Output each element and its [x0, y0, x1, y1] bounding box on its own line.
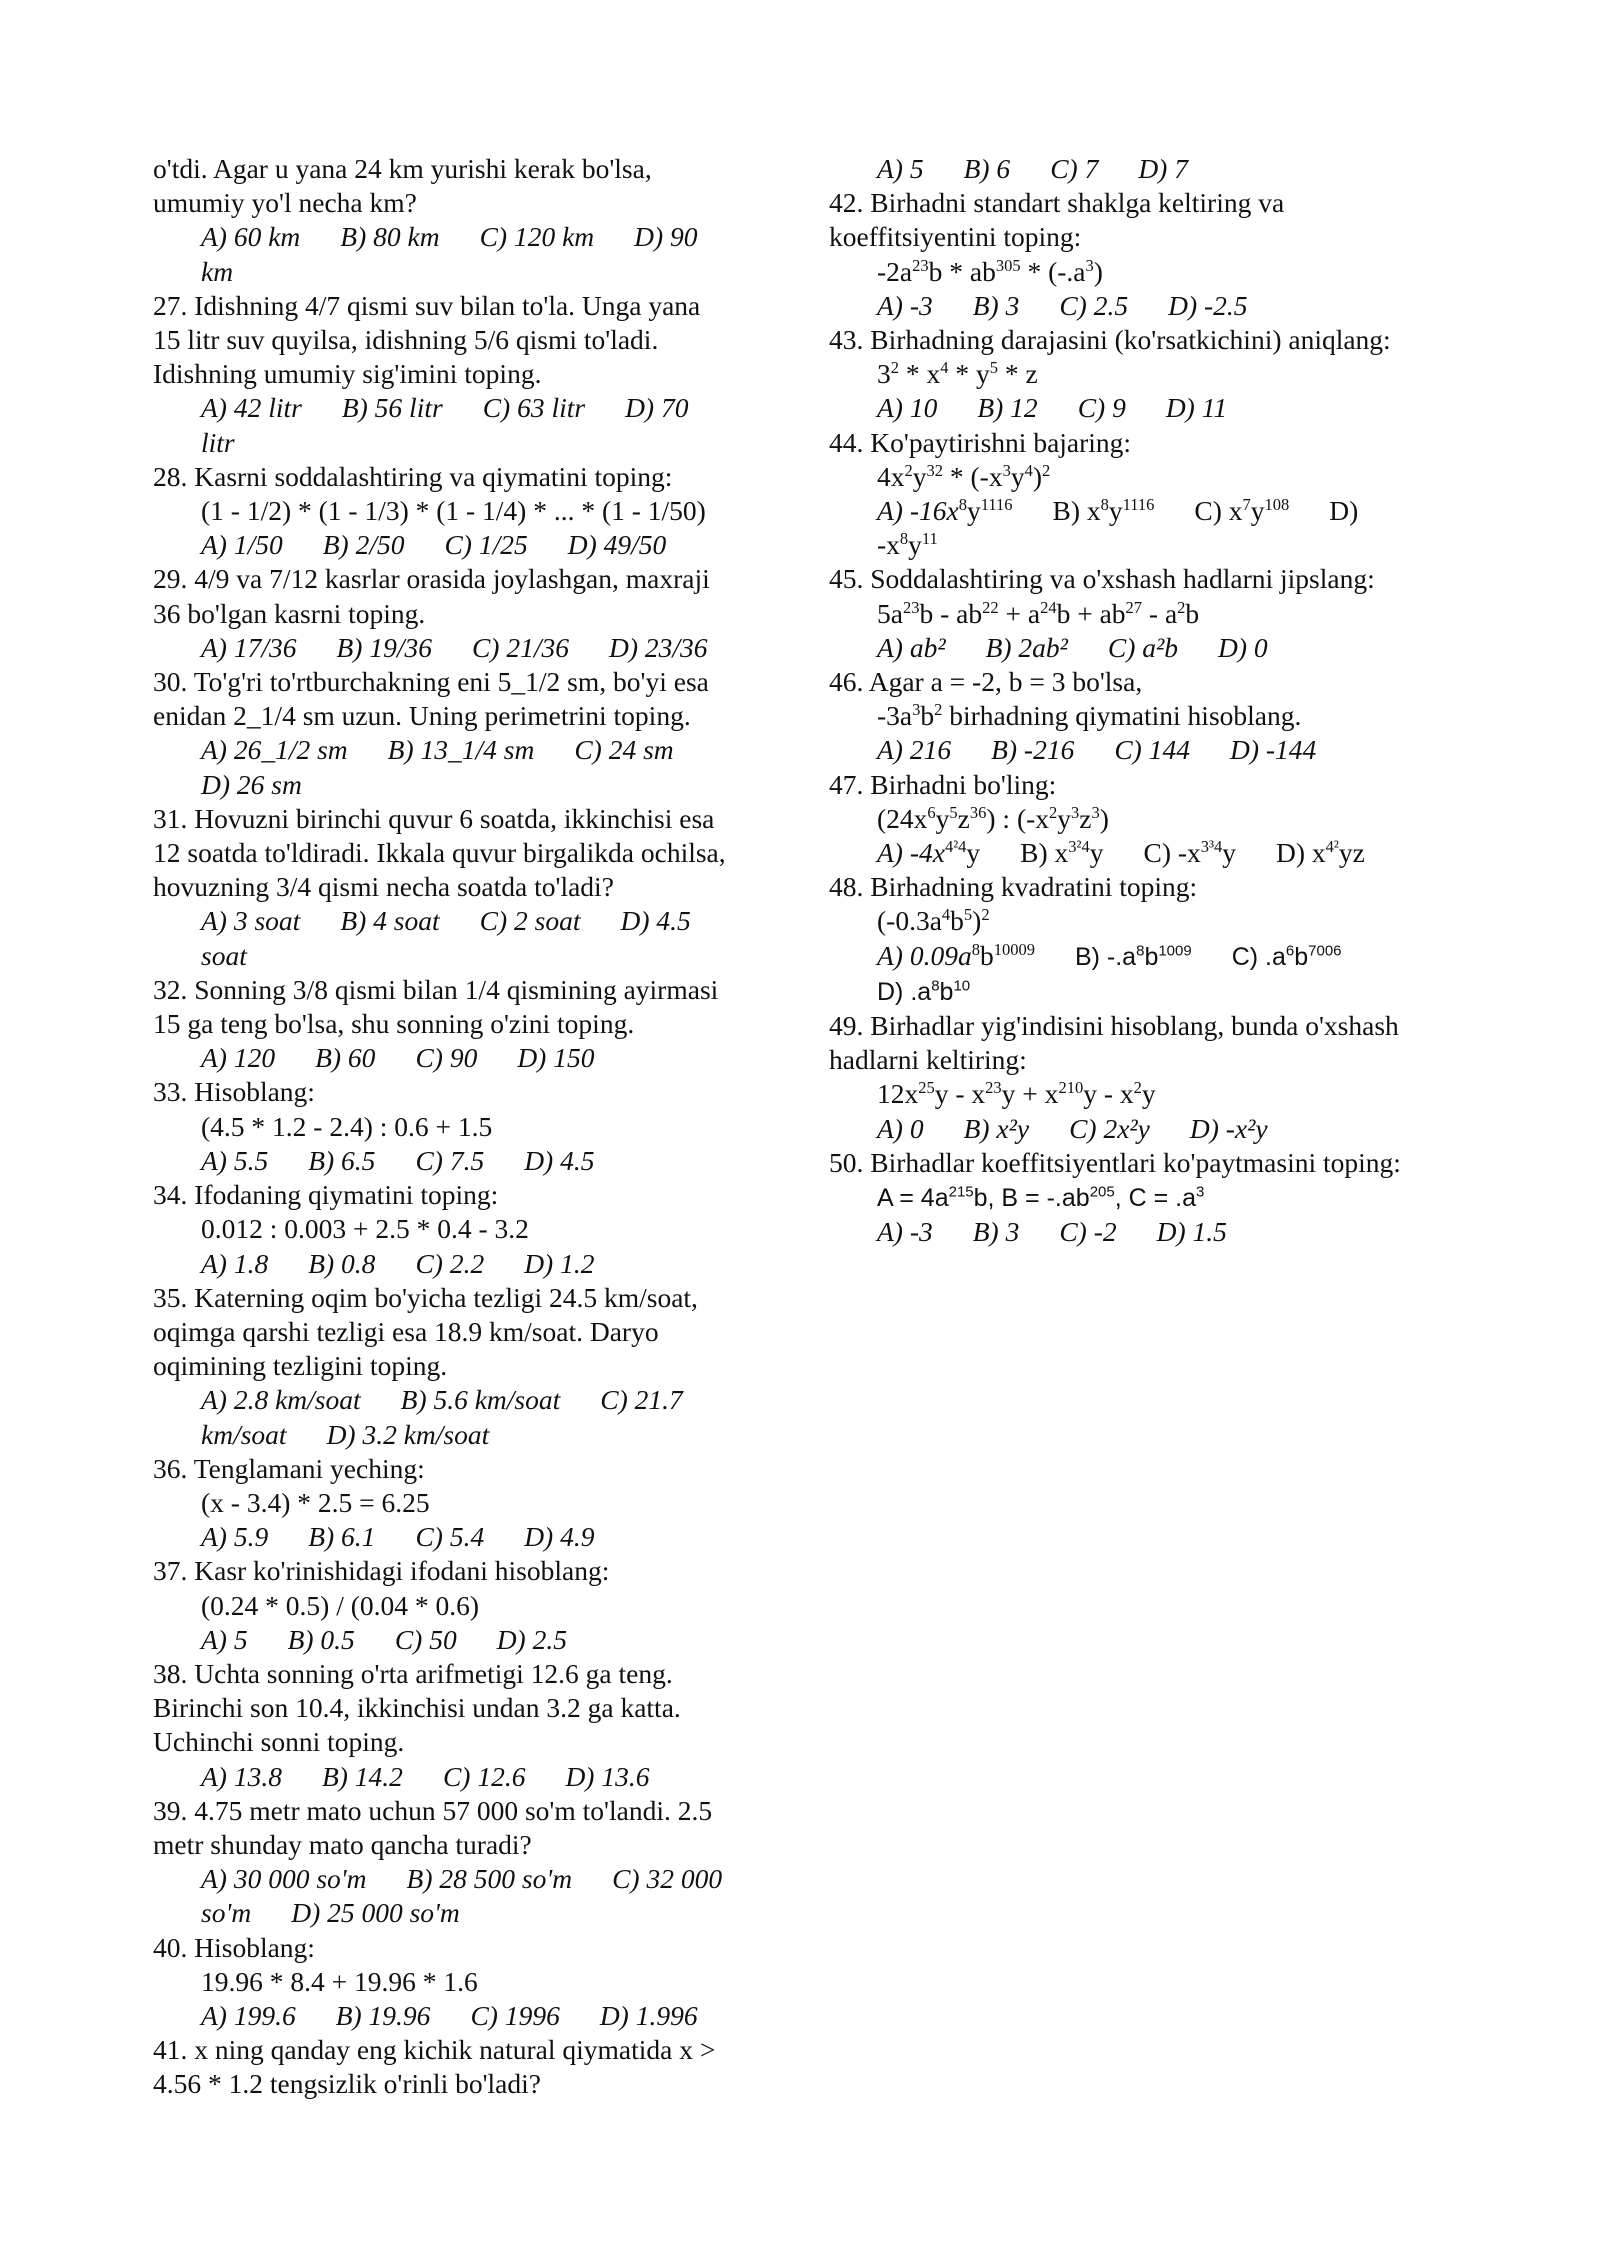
- question-text-line: 27. Idishning 4/7 qismi suv bilan to'la. Unga yana: [153, 289, 701, 321]
- answer-options: [153, 1247, 788, 1281]
- question-text-line: oqimining tezligini toping.: [153, 1350, 448, 1382]
- math-expression: $-3a^3b^2$ birhadning qiymatini hisoblang.: [877, 700, 1302, 732]
- answer-option: A) 120: [201, 1042, 276, 1074]
- answer-option: C) 24 sm: [574, 734, 674, 766]
- answer-option: C) 1996: [470, 1999, 560, 2031]
- math-expression: (0.24 * 0.5) / (0.04 * 0.6): [201, 1589, 480, 1621]
- answer-option: C) 5.4: [415, 1521, 485, 1553]
- answer-option: A) 5.5: [201, 1144, 269, 1176]
- answer-options: [153, 1999, 788, 2033]
- question-text-line: Idishning umumiy sig'imini toping.: [153, 358, 542, 390]
- answer-options: [829, 733, 1469, 767]
- answer-option: C) 21/36: [471, 631, 569, 663]
- question-text-line: 43. Birhadning darajasini (ko'rsatkichini) aniqlang:: [829, 324, 1391, 356]
- answer-option: C) a²b: [1107, 631, 1179, 663]
- answer-option: A) -3: [877, 1216, 933, 1248]
- answer-options: [153, 1383, 788, 1417]
- question-text-line: 29. 4/9 va 7/12 kasrlar orasida joylashgan, maxraji: [153, 563, 710, 595]
- answer-options: [153, 1520, 788, 1554]
- answer-option-wrap: km: [201, 255, 234, 287]
- answer-option: C) 144: [1114, 734, 1190, 766]
- answer-option: B) 4 soat: [340, 905, 440, 937]
- answer-options: A) $0.09a^8b^{10009}$ B) $-.a^8b^{1009}$ C) $.a^6b^{7006}$: [877, 939, 1342, 971]
- answer-options: [153, 904, 788, 938]
- answer-option: B) 2ab²: [985, 631, 1068, 663]
- answer-option: so'm: [201, 1897, 252, 1929]
- answer-option: B) 28 500 so'm: [406, 1863, 573, 1895]
- answer-option: C) 21.7: [600, 1384, 683, 1416]
- question-text-line: 44. Ko'paytirishni bajaring:: [829, 426, 1132, 458]
- answer-option: B) -216: [991, 734, 1075, 766]
- answer-options: [153, 528, 788, 562]
- question-text-line: 32. Sonning 3/8 qismi bilan 1/4 qismining ayirmasi: [153, 973, 719, 1005]
- question-text-line: koeffitsiyentini toping:: [829, 221, 1082, 253]
- question-text-line: Birinchi son 10.4, ikkinchisi undan 3.2 ga katta.: [153, 1692, 681, 1724]
- question-text-line: 4.56 * 1.2 tengsizlik o'rinli bo'ladi?: [153, 2068, 541, 2100]
- answer-option: B) 60: [315, 1042, 376, 1074]
- answer-option: D) 150: [517, 1042, 595, 1074]
- answer-option: D) 1.2: [524, 1247, 595, 1279]
- answer-option: B) x²y: [963, 1112, 1030, 1144]
- answer-option: A) 2.8 km/soat: [201, 1384, 361, 1416]
- math-expression: 19.96 * 8.4 + 19.96 * 1.6: [201, 1965, 478, 1997]
- answer-option: A) 42 litr: [201, 392, 302, 424]
- answer-option: B) 19.96: [335, 1999, 431, 2031]
- question-text-line: 34. Ifodaning qiymatini toping:: [153, 1179, 499, 1211]
- question-text-line: hovuzning 3/4 qismi necha soatda to'ladi?: [153, 871, 614, 903]
- answer-option: A) 3 soat: [201, 905, 301, 937]
- answer-option: B) 6: [963, 153, 1011, 184]
- answer-option: A) 5.9: [201, 1521, 269, 1553]
- math-expression: $5a^{23}b - ab^{22} + a^{24}b + ab^{27} - a^2b$: [877, 597, 1200, 629]
- answer-options: [829, 391, 1469, 425]
- answer-option-wrap: litr: [201, 426, 235, 458]
- answer-options: A) $-16x^8y^{1116}$ B) $x^8y^{1116}$ C) $x^7y^{108}$ D): [877, 494, 1359, 527]
- answer-option: A) -3: [877, 289, 933, 321]
- right-column: [829, 152, 1469, 1250]
- answer-option: C) 63 litr: [482, 392, 586, 424]
- question-text-line: o'tdi. Agar u yana 24 km yurishi kerak bo'lsa,: [153, 153, 652, 184]
- question-text-line: metr shunday mato qancha turadi?: [153, 1828, 532, 1860]
- answer-option: D) 49/50: [567, 529, 667, 561]
- question-text-line: hadlarni keltiring:: [829, 1044, 1027, 1076]
- answer-option: D) 25 000 so'm: [291, 1897, 460, 1929]
- answer-options: [153, 1760, 788, 1794]
- math-expression: $3^2 * x^4 * y^5$ * z: [877, 358, 1038, 390]
- answer-option: D) 0: [1218, 631, 1268, 663]
- answer-option: D) 11: [1165, 392, 1228, 424]
- question-text-line: 46. Agar a = -2, b = 3 bo'lsa,: [829, 666, 1143, 698]
- math-expression: $4x^2y^{32} * (-x^3y^4)^2$: [877, 460, 1051, 492]
- answer-option-wrap: D) 26 sm: [201, 768, 302, 800]
- answer-option: C) 7.5: [415, 1144, 485, 1176]
- math-expression: (4.5 * 1.2 - 2.4) : 0.6 + 1.5: [201, 1110, 493, 1142]
- question-text-line: 40. Hisoblang:: [153, 1931, 315, 1963]
- answer-option: C) 7: [1050, 153, 1099, 184]
- answer-option: A) 60 km: [201, 221, 301, 253]
- question-text-line: Uchinchi sonni toping.: [153, 1726, 405, 1758]
- question-text-line: 50. Birhadlar koeffitsiyentlari ko'paytmasini toping:: [829, 1146, 1401, 1178]
- answer-option: B) 56 litr: [341, 392, 443, 424]
- answer-option: B) 6.1: [308, 1521, 376, 1553]
- question-text-line: 39. 4.75 metr mato uchun 57 000 so'm to'landi. 2.5: [153, 1794, 713, 1826]
- answer-option: D) 1.5: [1156, 1216, 1227, 1248]
- question-text-line: 37. Kasr ko'rinishidagi ifodani hisoblang:: [153, 1555, 610, 1587]
- answer-options: [829, 152, 1469, 186]
- answer-option-wrap: [153, 1896, 788, 1930]
- answer-option: A) ab²: [877, 631, 946, 663]
- math-expression: $(24x^6y^5z^{36})$ : $(-x^2y^3z^3)$: [877, 802, 1109, 834]
- question-text-line: 36. Tenglamani yeching:: [153, 1452, 425, 1484]
- answer-option: C) 120 km: [479, 221, 595, 253]
- question-text-line: 31. Hovuzni birinchi quvur 6 soatda, ikkinchisi esa: [153, 802, 715, 834]
- answer-options: D) $.a^8b^{10}$: [877, 977, 971, 1006]
- answer-option-wrap: [153, 1418, 788, 1452]
- answer-option: D) 4.5: [620, 905, 691, 937]
- question-text-line: 42. Birhadni standart shaklga keltiring va: [829, 187, 1285, 219]
- answer-option: D) 4.5: [524, 1144, 595, 1176]
- math-expression: $(-0.3a^4b^5)^2$: [877, 905, 990, 937]
- math-expression: $12x^{25}y - x^{23}y + x^{210}y - x^2y$: [877, 1078, 1156, 1110]
- answer-option: D) -144: [1229, 734, 1317, 766]
- answer-option: A) 30 000 so'm: [201, 1863, 367, 1895]
- answer-option: D) 3.2 km/soat: [326, 1418, 490, 1450]
- question-text-line: 47. Birhadni bo'ling:: [829, 768, 1057, 800]
- answer-option: A) 199.6: [201, 1999, 296, 2031]
- question-text-line: 30. To'g'ri to'rtburchakning eni 5_1/2 sm, bo'yi esa: [153, 666, 709, 698]
- answer-option: D) 13.6: [565, 1760, 650, 1792]
- answer-option: A) 5: [201, 1623, 248, 1655]
- answer-option: km/soat: [201, 1418, 287, 1450]
- question-text-line: 35. Katerning oqim bo'yicha tezligi 24.5 km/soat,: [153, 1281, 698, 1313]
- answer-options: [153, 1623, 788, 1657]
- answer-option: B) 0.8: [308, 1247, 376, 1279]
- question-text-line: 15 litr suv quyilsa, idishning 5/6 qismi to'ladi.: [153, 324, 659, 356]
- answer-option-wrap: soat: [201, 939, 247, 971]
- answer-options: A) $-4x^{4^24}y$ B) $x^{3^24}y$ C) $-x^{3^34}y$ D) $x^{4^2}yz$: [877, 836, 1365, 869]
- answer-option: C) 2.2: [415, 1247, 485, 1279]
- math-expression: 0.012 : 0.003 + 2.5 * 0.4 - 3.2: [201, 1213, 529, 1245]
- answer-options: [153, 1862, 788, 1896]
- answer-options: [153, 220, 788, 254]
- answer-option: D) 23/36: [608, 631, 708, 663]
- math-expression: (1 - 1/2) * (1 - 1/3) * (1 - 1/4) * ... * (1 - 1/50): [201, 495, 706, 527]
- answer-options: [153, 733, 788, 767]
- answer-option: C) 2.5: [1059, 289, 1129, 321]
- question-text-line: 38. Uchta sonning o'rta arifmetigi 12.6 ga teng.: [153, 1657, 673, 1689]
- answer-option: B) 19/36: [336, 631, 432, 663]
- answer-options: [153, 391, 788, 425]
- answer-option: D) 7: [1138, 153, 1188, 184]
- question-text-line: 33. Hisoblang:: [153, 1076, 315, 1108]
- answer-option: C) 2x²y: [1069, 1112, 1150, 1144]
- answer-option: C) 32 000: [612, 1863, 723, 1895]
- question-text-line: 49. Birhadlar yig'indisini hisoblang, bunda o'xshash: [829, 1010, 1399, 1042]
- question-text-line: 28. Kasrni soddalashtiring va qiymatini toping:: [153, 460, 673, 492]
- answer-option: A) 10: [877, 392, 938, 424]
- question-text-line: 36 bo'lgan kasrni toping.: [153, 597, 426, 629]
- answer-options: [829, 1215, 1469, 1249]
- answer-options: [153, 631, 788, 665]
- answer-option: C) 90: [415, 1042, 478, 1074]
- answer-option: B) 13_1/4 sm: [387, 734, 535, 766]
- answer-option: B) 12: [977, 392, 1038, 424]
- answer-option: A) 216: [877, 734, 952, 766]
- answer-option: D) 90: [634, 221, 698, 253]
- question-text-line: 15 ga teng bo'lsa, shu sonning o'zini toping.: [153, 1008, 635, 1040]
- answer-option: C) 1/25: [444, 529, 528, 561]
- answer-option: A) 5: [877, 153, 924, 184]
- answer-option: C) -2: [1059, 1216, 1117, 1248]
- answer-option: B) 0.5: [287, 1623, 355, 1655]
- math-expression: $-2a^{23}b * ab^{305} * (-.a^3)$: [877, 255, 1103, 287]
- question-text-line: 41. x ning qanday eng kichik natural qiymatida x >: [153, 2034, 716, 2066]
- answer-options: [829, 631, 1469, 665]
- answer-option: B) 3: [972, 289, 1020, 321]
- question-text-line: 48. Birhadning kvadratini toping:: [829, 871, 1198, 903]
- answer-option: A) 26_1/2 sm: [201, 734, 348, 766]
- answer-option: B) 80 km: [340, 221, 440, 253]
- answer-options: [829, 289, 1469, 323]
- left-column: [153, 152, 788, 2102]
- answer-option: D) 70: [625, 392, 689, 424]
- answer-options: [153, 1144, 788, 1178]
- answer-option: B) 14.2: [321, 1760, 403, 1792]
- answer-option: A) 17/36: [201, 631, 297, 663]
- answer-option: A) 1.8: [201, 1247, 269, 1279]
- answer-option: C) 2 soat: [479, 905, 581, 937]
- answer-option: D) 1.996: [599, 1999, 698, 2031]
- math-expression: $A = 4a^{215}b$, $B = -.ab^{205}$, $C = .a^3$: [877, 1183, 1205, 1213]
- answer-options: [153, 1041, 788, 1075]
- answer-option: B) 6.5: [308, 1144, 376, 1176]
- answer-options: [829, 1112, 1469, 1146]
- answer-option: C) 9: [1077, 392, 1126, 424]
- question-text-line: 45. Soddalashtiring va o'xshash hadlarni jipslang:: [829, 563, 1375, 595]
- answer-option: A) 1/50: [201, 529, 283, 561]
- answer-option: C) 12.6: [442, 1760, 526, 1792]
- math-expression: (x - 3.4) * 2.5 = 6.25: [201, 1486, 430, 1518]
- answer-option: B) 2/50: [322, 529, 405, 561]
- answer-option: C) 50: [394, 1623, 457, 1655]
- question-text-line: enidan 2_1/4 sm uzun. Uning perimetrini toping.: [153, 700, 691, 732]
- question-text-line: 12 soatda to'ldiradi. Ikkala quvur birgalikda ochilsa,: [153, 837, 726, 869]
- answer-option: D) 2.5: [496, 1623, 567, 1655]
- answer-option: D) 4.9: [524, 1521, 595, 1553]
- answer-option: A) 13.8: [201, 1760, 282, 1792]
- answer-options: $-x^8y^{11}$: [877, 529, 938, 561]
- answer-option: B) 3: [972, 1216, 1020, 1248]
- question-text-line: umumiy yo'l necha km?: [153, 187, 417, 219]
- question-text-line: oqimga qarshi tezligi esa 18.9 km/soat. Daryo: [153, 1315, 659, 1347]
- answer-option: A) 0: [877, 1112, 924, 1144]
- answer-option: D) -x²y: [1189, 1112, 1268, 1144]
- answer-option: B) 5.6 km/soat: [400, 1384, 561, 1416]
- answer-option: D) -2.5: [1168, 289, 1248, 321]
